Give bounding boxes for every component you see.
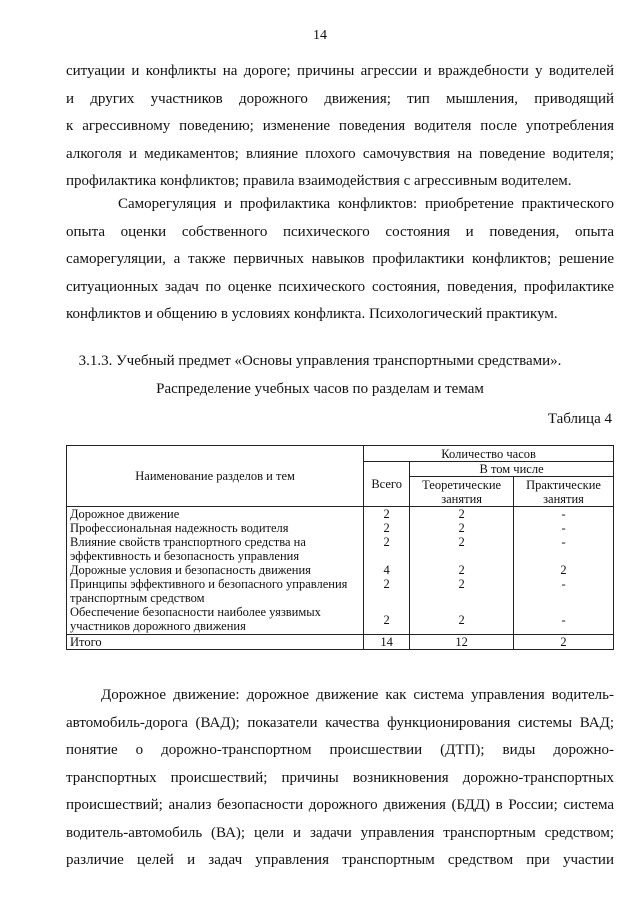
hours-distribution-table <box>66 445 614 650</box>
section-heading: 3.1.3. Учебный предмет «Основы управления транспортными средствами». <box>78 353 562 369</box>
row-total: 4 <box>364 563 410 577</box>
table-label: Таблица 4 <box>547 411 612 427</box>
header-total: Всего <box>364 462 410 507</box>
row-name: Влияние свойств транспортного средства на эффективность и безопасность управления <box>67 535 364 563</box>
text-line: происшествий; анализ безопасности дорожного движения (БДД) в России; система <box>66 797 614 813</box>
row-total: 2 <box>364 605 410 635</box>
header-including: В том числе <box>410 462 614 477</box>
row-name: Принципы эффективного и безопасного управления транспортным средством <box>67 577 364 605</box>
table-row <box>67 521 614 535</box>
text-line: саморегуляции, а также первичных навыков профилактики конфликтов; решение <box>66 251 614 267</box>
paragraph-road-traffic <box>66 682 614 875</box>
row-theory: 2 <box>410 535 514 563</box>
text-line: и других участников дорожного движения; тип мышления, приводящий <box>66 90 614 107</box>
header-theory: Теоретические занятия <box>410 477 514 507</box>
row-total: 2 <box>364 507 410 522</box>
total-hours: 14 <box>364 635 410 650</box>
row-theory: 2 <box>410 605 514 635</box>
row-total: 2 <box>364 577 410 605</box>
text-line: Дорожное движение: дорожное движение как система управления водитель- <box>101 687 614 703</box>
row-total: 2 <box>364 535 410 563</box>
text-line: водитель-автомобиль (ВА); цели и задачи управления транспортным средством; <box>66 824 614 841</box>
text-line: профилактика конфликтов; правила взаимодействия с агрессивным водителем. <box>66 173 572 189</box>
text-line: автомобиль-дорога (ВАД); показатели качества функционирования системы ВАД; <box>66 714 614 731</box>
row-name: Профессиональная надежность водителя <box>67 521 364 535</box>
row-practice: - <box>514 521 614 535</box>
page-number: 14 <box>313 28 327 43</box>
text-line: Саморегуляция и профилактика конфликтов: приобретение практического <box>118 196 614 212</box>
row-name: Дорожное движение <box>67 507 364 522</box>
row-name: Обеспечение безопасности наиболее уязвимых участников дорожного движения <box>67 605 364 635</box>
row-practice: 2 <box>514 563 614 577</box>
table-row <box>67 535 614 563</box>
header-hours: Количество часов <box>364 446 614 462</box>
row-theory: 2 <box>410 577 514 605</box>
row-practice: - <box>514 535 614 563</box>
text-line: понятие о дорожно-транспортном происшествии (ДТП); виды дорожно- <box>66 742 614 758</box>
total-theory: 12 <box>410 635 514 650</box>
text-line: алкоголя и медикаментов; влияние плохого самочувствия на поведение водителя; <box>66 145 614 162</box>
paragraph-self-regulation <box>66 191 614 329</box>
row-name: Дорожные условия и безопасность движения <box>67 563 364 577</box>
text-line: различие целей и задач управления транспортным средством при участии <box>66 852 614 868</box>
table-row <box>67 563 614 577</box>
header-topic-name: Наименование разделов и тем <box>67 446 364 507</box>
table-row <box>67 577 614 605</box>
text-line: конфликтов и общению в условиях конфликта. Психологический практикум. <box>66 306 558 322</box>
row-practice: - <box>514 605 614 635</box>
header-practice: Практические занятия <box>514 477 614 507</box>
total-name: Итого <box>67 635 364 650</box>
row-theory: 2 <box>410 507 514 522</box>
table-row <box>67 507 614 522</box>
total-practice: 2 <box>514 635 614 650</box>
row-total: 2 <box>364 521 410 535</box>
table-total-row <box>67 635 614 650</box>
text-line: опыта оценки собственного психического состояния и поведения, опыта <box>66 223 614 240</box>
row-theory: 2 <box>410 563 514 577</box>
text-line: ситуационных задач по оценке психического состояния, поведения, профилактике <box>66 278 614 295</box>
text-line: транспортных происшествий; причины возникновения дорожно-транспортных <box>66 769 614 786</box>
row-practice: - <box>514 577 614 605</box>
text-line: ситуации и конфликты на дороге; причины агрессии и враждебности у водителей <box>66 63 614 79</box>
table-subheading: Распределение учебных часов по разделам и темам <box>156 381 484 397</box>
row-practice: - <box>514 507 614 522</box>
text-line: к агрессивному поведению; изменение поведения водителя после употребления <box>66 118 614 134</box>
paragraph-conflicts <box>66 58 614 196</box>
row-theory: 2 <box>410 521 514 535</box>
table-row <box>67 605 614 635</box>
